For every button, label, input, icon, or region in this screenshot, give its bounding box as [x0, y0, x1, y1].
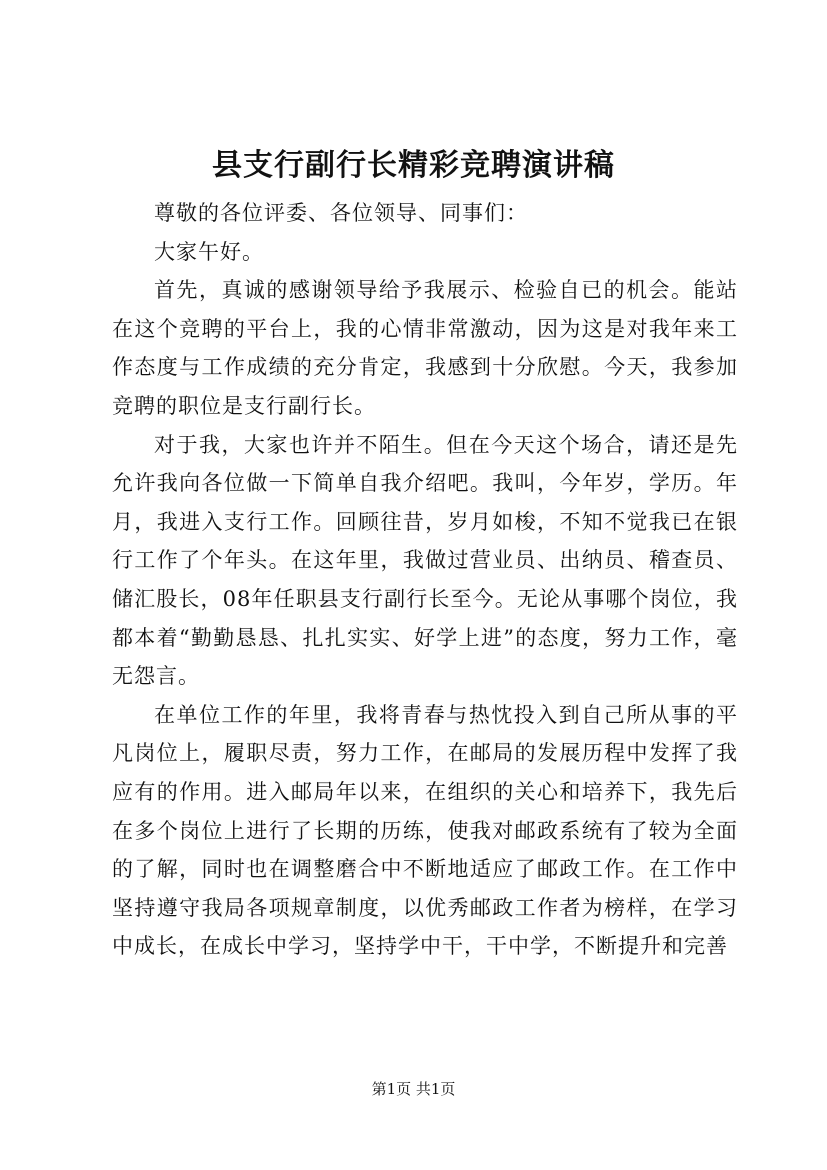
document-title: 县支行副行长精彩竞聘演讲稿 [212, 148, 615, 183]
paragraph-work-experience: 在单位工作的年里，我将青春与热忱投入到自己所从事的平凡岗位上，履职尽责，努力工作，在邮局的发展历程中发挥了我应有的作用。进入邮局年以来，在组织的关心和培养下，我先后在多个岗位上进行了长期的历练，使我对邮政系统有了较为全面的了解，同时也在调整磨合中不断地适应了邮政工作。在工作中坚持遵守我局各项规章制度，以优秀邮政工作者为榜样，在学习中成长，在成长中学习，坚持学中干，干中学，不断提升和完善 [112, 702, 738, 959]
page-footer: 第1页 共1页 [371, 1080, 456, 1098]
paragraph-salutation: 尊敬的各位评委、各位领导、同事们： [154, 201, 528, 225]
paragraph-greeting: 大家午好。 [154, 239, 264, 264]
document-body [112, 194, 738, 966]
paragraph-thanks: 首先，真诚的感谢领导给予我展示、检验自已的机会。能站在这个竞聘的平台上，我的心情非常激动，因为这是对我年来工作态度与工作成绩的充分肯定，我感到十分欣慰。今天，我参加竞聘的职位是支行副行长。 [112, 278, 738, 418]
paragraph-self-introduction: 对于我，大家也许并不陌生。但在今天这个场合，请还是先允许我向各位做一下简单自我介绍吧。我叫，今年岁，学历。年月，我进入支行工作。回顾往昔，岁月如梭，不知不觉我已在银行工作了个年头。在这年里，我做过营业员、出纳员、稽查员、储汇股长，08年任职县支行副行长至今。无论从事哪个岗位，我都本着“勤勤恳恳、扎扎实实、好学上进”的态度，努力工作，毫无怨言。 [112, 432, 738, 689]
